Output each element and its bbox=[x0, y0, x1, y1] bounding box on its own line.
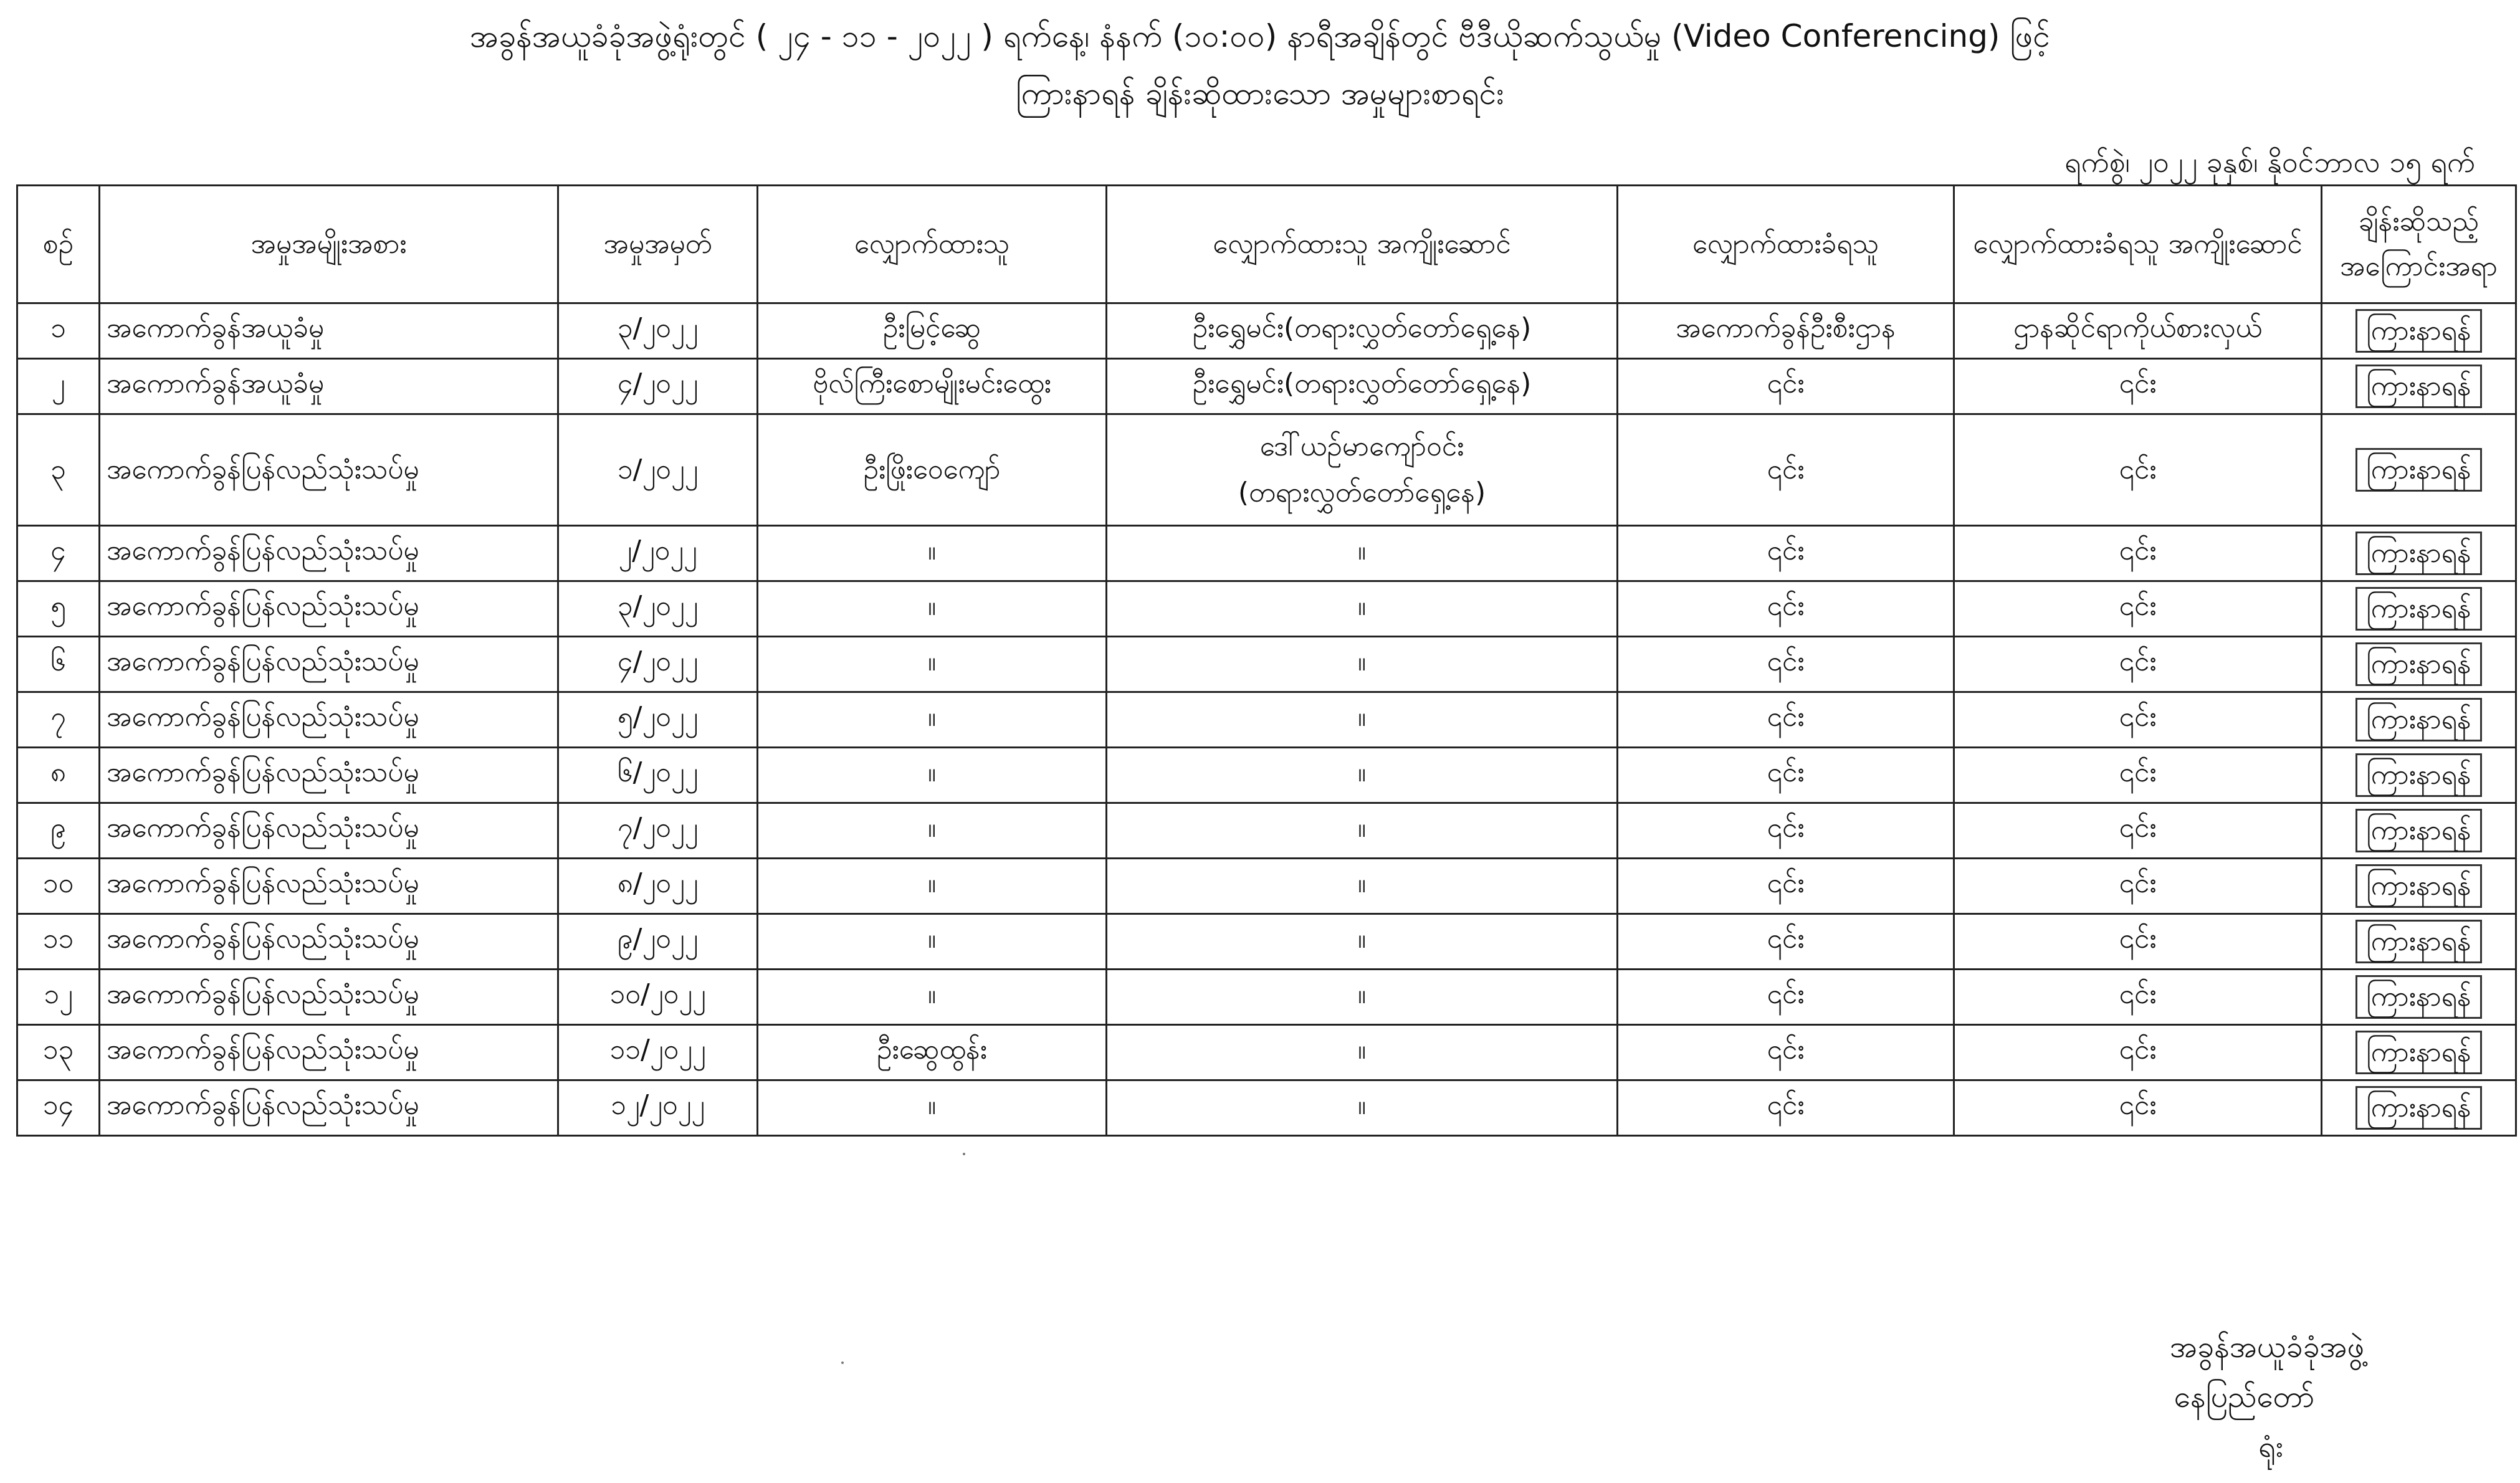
cell-respondent: ၎င်း bbox=[1618, 970, 1954, 1025]
table-row bbox=[17, 303, 2516, 359]
cell-applicant: ။ bbox=[758, 970, 1107, 1025]
cell-applicant-agent: ။ bbox=[1107, 637, 1618, 692]
signature-office: အခွန်အယူခံခုံအဖွဲ့ bbox=[2169, 1330, 2364, 1365]
cell-respondent: ၎င်း bbox=[1618, 414, 1954, 526]
cell-case-number: ၈/၂၀၂၂ bbox=[558, 859, 758, 914]
table-row bbox=[17, 526, 2516, 581]
cell-reason bbox=[2322, 692, 2516, 748]
cell-reason bbox=[2322, 803, 2516, 859]
table-row bbox=[17, 914, 2516, 970]
cell-case-type: အကောက်ခွန်ပြန်လည်သုံးသပ်မှု bbox=[100, 637, 558, 692]
cell-reason bbox=[2322, 1025, 2516, 1080]
cell-applicant-agent: ။ bbox=[1107, 1080, 1618, 1136]
cell-respondent: ၎င်း bbox=[1618, 692, 1954, 748]
reason-badge: ကြားနာရန် bbox=[2355, 809, 2482, 852]
header-reason: ချိန်းဆိုသည့် အကြောင်းအရာ bbox=[2322, 186, 2516, 303]
cell-respondent: အကောက်ခွန်ဦးစီးဌာန bbox=[1618, 303, 1954, 359]
cell-reason bbox=[2322, 414, 2516, 526]
cell-serial: ၃ bbox=[17, 414, 100, 526]
cell-respondent-agent: ၎င်း bbox=[1954, 692, 2322, 748]
cell-case-type: အကောက်ခွန်အယူခံမှု bbox=[100, 359, 558, 414]
applicant-agent-name: ဒေါ်ယဉ်မာကျော်ဝင်း bbox=[1259, 431, 1464, 462]
scan-speck bbox=[841, 1361, 844, 1364]
cell-applicant-agent bbox=[1107, 414, 1618, 526]
cell-case-type: အကောက်ခွန်ပြန်လည်သုံးသပ်မှု bbox=[100, 748, 558, 803]
cell-reason bbox=[2322, 637, 2516, 692]
cell-serial: ၄ bbox=[17, 526, 100, 581]
cell-respondent-agent: ၎င်း bbox=[1954, 581, 2322, 637]
cell-applicant-agent: ။ bbox=[1107, 526, 1618, 581]
cell-applicant-agent: ။ bbox=[1107, 748, 1618, 803]
cell-serial: ၉ bbox=[17, 803, 100, 859]
cell-respondent: ၎င်း bbox=[1618, 748, 1954, 803]
applicant-agent-title: (တရားလွှတ်တော်ရှေ့နေ) bbox=[1238, 477, 1486, 508]
cell-case-type: အကောက်ခွန်ပြန်လည်သုံးသပ်မှု bbox=[100, 859, 558, 914]
header-case-type: အမှုအမျိုးအစား bbox=[100, 186, 558, 303]
table-row bbox=[17, 803, 2516, 859]
cell-case-number: ၁၁/၂၀၂၂ bbox=[558, 1025, 758, 1080]
cell-reason bbox=[2322, 914, 2516, 970]
cell-case-type: အကောက်ခွန်ပြန်လည်သုံးသပ်မှု bbox=[100, 526, 558, 581]
cell-respondent-agent: ၎င်း bbox=[1954, 1025, 2322, 1080]
cell-applicant-agent: ။ bbox=[1107, 914, 1618, 970]
cell-reason bbox=[2322, 859, 2516, 914]
cell-applicant-agent: ။ bbox=[1107, 859, 1618, 914]
table-row bbox=[17, 414, 2516, 526]
cell-respondent: ၎င်း bbox=[1618, 526, 1954, 581]
table-row bbox=[17, 1080, 2516, 1136]
cell-applicant: ။ bbox=[758, 803, 1107, 859]
table-header-row bbox=[17, 186, 2516, 303]
cell-reason bbox=[2322, 359, 2516, 414]
cell-case-type: အကောက်ခွန်ပြန်လည်သုံးသပ်မှု bbox=[100, 414, 558, 526]
reason-badge: ကြားနာရန် bbox=[2355, 698, 2482, 742]
cell-serial: ၁၀ bbox=[17, 859, 100, 914]
cell-case-type: အကောက်ခွန်အယူခံမှု bbox=[100, 303, 558, 359]
cell-respondent-agent: ၎င်း bbox=[1954, 637, 2322, 692]
cell-serial: ၇ bbox=[17, 692, 100, 748]
cell-respondent-agent: ၎င်း bbox=[1954, 1080, 2322, 1136]
cell-case-number: ၁၂/၂၀၂၂ bbox=[558, 1080, 758, 1136]
table-row bbox=[17, 970, 2516, 1025]
reason-badge: ကြားနာရန် bbox=[2355, 309, 2482, 353]
cell-respondent-agent: ၎င်း bbox=[1954, 970, 2322, 1025]
reason-badge: ကြားနာရန် bbox=[2355, 448, 2482, 492]
cell-applicant-agent: ။ bbox=[1107, 970, 1618, 1025]
cell-respondent: ၎င်း bbox=[1618, 1080, 1954, 1136]
cell-case-type: အကောက်ခွန်ပြန်လည်သုံးသပ်မှု bbox=[100, 1025, 558, 1080]
reason-badge: ကြားနာရန် bbox=[2355, 365, 2482, 408]
cell-serial: ၅ bbox=[17, 581, 100, 637]
cell-case-number: ၉/၂၀၂၂ bbox=[558, 914, 758, 970]
cell-serial: ၆ bbox=[17, 637, 100, 692]
cell-serial: ၁၂ bbox=[17, 970, 100, 1025]
signature-location: နေပြည်တော် bbox=[2174, 1380, 2314, 1414]
header-serial: စဉ် bbox=[17, 186, 100, 303]
cell-applicant: ။ bbox=[758, 1080, 1107, 1136]
cell-reason bbox=[2322, 970, 2516, 1025]
header-respondent-agent: လျှောက်ထားခံရသူ အကျိုးဆောင် bbox=[1954, 186, 2322, 303]
cell-applicant: ။ bbox=[758, 637, 1107, 692]
cell-respondent: ၎င်း bbox=[1618, 1025, 1954, 1080]
cell-applicant-agent: ။ bbox=[1107, 803, 1618, 859]
table-row bbox=[17, 637, 2516, 692]
cell-respondent-agent: ၎င်း bbox=[1954, 803, 2322, 859]
cell-serial: ၈ bbox=[17, 748, 100, 803]
header-applicant: လျှောက်ထားသူ bbox=[758, 186, 1107, 303]
cell-respondent: ၎င်း bbox=[1618, 803, 1954, 859]
cell-case-number: ၅/၂၀၂၂ bbox=[558, 692, 758, 748]
cell-respondent-agent: ၎င်း bbox=[1954, 748, 2322, 803]
cell-case-type: အကောက်ခွန်ပြန်လည်သုံးသပ်မှု bbox=[100, 803, 558, 859]
reason-badge: ကြားနာရန် bbox=[2355, 975, 2482, 1019]
cell-applicant: ဦးမြင့်ဆွေ bbox=[758, 303, 1107, 359]
cell-case-number: ၁/၂၀၂၂ bbox=[558, 414, 758, 526]
cell-case-type: အကောက်ခွန်ပြန်လည်သုံးသပ်မှု bbox=[100, 581, 558, 637]
cell-applicant-agent: ။ bbox=[1107, 1025, 1618, 1080]
cell-applicant: ။ bbox=[758, 914, 1107, 970]
cell-case-number: ၁၀/၂၀၂၂ bbox=[558, 970, 758, 1025]
cell-case-number: ၄/၂၀၂၂ bbox=[558, 637, 758, 692]
cell-applicant: ဗိုလ်ကြီးစောမျိုးမင်းထွေး bbox=[758, 359, 1107, 414]
cell-applicant-agent: ဦးရွှေမင်း(တရားလွှတ်တော်ရှေ့နေ) bbox=[1107, 303, 1618, 359]
cell-reason bbox=[2322, 526, 2516, 581]
cell-case-number: ၃/၂၀၂၂ bbox=[558, 581, 758, 637]
table-row bbox=[17, 859, 2516, 914]
cell-applicant-agent: ။ bbox=[1107, 581, 1618, 637]
cell-respondent-agent: ၎င်း bbox=[1954, 359, 2322, 414]
cell-serial: ၁၃ bbox=[17, 1025, 100, 1080]
cell-serial: ၁၄ bbox=[17, 1080, 100, 1136]
cell-case-number: ၇/၂၀၂၂ bbox=[558, 803, 758, 859]
cell-respondent: ၎င်း bbox=[1618, 581, 1954, 637]
table-row bbox=[17, 359, 2516, 414]
cell-case-type: အကောက်ခွန်ပြန်လည်သုံးသပ်မှု bbox=[100, 692, 558, 748]
cell-respondent-agent: ၎င်း bbox=[1954, 526, 2322, 581]
cell-case-number: ၃/၂၀၂၂ bbox=[558, 303, 758, 359]
cell-serial: ၁ bbox=[17, 303, 100, 359]
cell-respondent: ၎င်း bbox=[1618, 637, 1954, 692]
cell-applicant: ။ bbox=[758, 859, 1107, 914]
cell-reason bbox=[2322, 748, 2516, 803]
cell-reason bbox=[2322, 1080, 2516, 1136]
cell-respondent: ၎င်း bbox=[1618, 914, 1954, 970]
cell-case-type: အကောက်ခွန်ပြန်လည်သုံးသပ်မှု bbox=[100, 1080, 558, 1136]
cell-respondent-agent: ၎င်း bbox=[1954, 414, 2322, 526]
cell-applicant-agent: ။ bbox=[1107, 692, 1618, 748]
document-title-line1: အခွန်အယူခံခုံအဖွဲ့ရုံးတွင် ( ၂၄ - ၁၁ - ၂၀၂၂ ) ရက်နေ့၊ နံနက် (၁၀:၀၀) နာရီအချိန်တွင် ဗီဒီယိုဆက်သွယ်မှု (Video Conferencing) ဖြင့် bbox=[469, 18, 2051, 54]
table-row bbox=[17, 581, 2516, 637]
cell-case-type: အကောက်ခွန်ပြန်လည်သုံးသပ်မှု bbox=[100, 914, 558, 970]
cell-respondent-agent: ဌာနဆိုင်ရာကိုယ်စားလှယ် bbox=[1954, 303, 2322, 359]
cell-serial: ၂ bbox=[17, 359, 100, 414]
case-schedule-table bbox=[16, 184, 2517, 1137]
table-row bbox=[17, 748, 2516, 803]
reason-badge: ကြားနာရန် bbox=[2355, 532, 2482, 575]
reason-badge: ကြားနာရန် bbox=[2355, 1086, 2482, 1130]
cell-applicant: ။ bbox=[758, 692, 1107, 748]
header-respondent: လျှောက်ထားခံရသူ bbox=[1618, 186, 1954, 303]
cell-case-number: ၂/၂၀၂၂ bbox=[558, 526, 758, 581]
cell-applicant: ။ bbox=[758, 748, 1107, 803]
cell-serial: ၁၁ bbox=[17, 914, 100, 970]
cell-applicant: ဦးဆွေထွန်း bbox=[758, 1025, 1107, 1080]
document-date: ရက်စွဲ၊ ၂၀၂၂ ခုနှစ်၊ နိုဝင်ဘာလ ၁၅ ရက် bbox=[2064, 145, 2475, 179]
header-applicant-agent: လျှောက်ထားသူ အကျိုးဆောင် bbox=[1107, 186, 1618, 303]
cell-applicant: ။ bbox=[758, 526, 1107, 581]
cell-reason bbox=[2322, 581, 2516, 637]
cell-applicant-agent: ဦးရွှေမင်း(တရားလွှတ်တော်ရှေ့နေ) bbox=[1107, 359, 1618, 414]
scan-speck bbox=[963, 1153, 965, 1155]
reason-badge: ကြားနာရန် bbox=[2355, 753, 2482, 797]
cell-respondent: ၎င်း bbox=[1618, 359, 1954, 414]
table-row bbox=[17, 692, 2516, 748]
header-case-number: အမှုအမှတ် bbox=[558, 186, 758, 303]
cell-applicant: ။ bbox=[758, 581, 1107, 637]
cell-respondent-agent: ၎င်း bbox=[1954, 914, 2322, 970]
signature-mark: ရုံး bbox=[2258, 1429, 2283, 1464]
cell-applicant: ဦးဖြိုးဝေကျော် bbox=[758, 414, 1107, 526]
cell-reason bbox=[2322, 303, 2516, 359]
cell-respondent-agent: ၎င်း bbox=[1954, 859, 2322, 914]
cell-case-type: အကောက်ခွန်ပြန်လည်သုံးသပ်မှု bbox=[100, 970, 558, 1025]
cell-case-number: ၆/၂၀၂၂ bbox=[558, 748, 758, 803]
cell-respondent: ၎င်း bbox=[1618, 859, 1954, 914]
cell-case-number: ၄/၂၀၂၂ bbox=[558, 359, 758, 414]
reason-badge: ကြားနာရန် bbox=[2355, 864, 2482, 908]
document-title-line2: ကြားနာရန် ချိန်းဆိုထားသော အမှုများစာရင်း bbox=[1015, 75, 1505, 112]
reason-badge: ကြားနာရန် bbox=[2355, 587, 2482, 631]
table-row bbox=[17, 1025, 2516, 1080]
reason-badge: ကြားနာရန် bbox=[2355, 1031, 2482, 1074]
reason-badge: ကြားနာရန် bbox=[2355, 920, 2482, 963]
reason-badge: ကြားနာရန် bbox=[2355, 642, 2482, 686]
